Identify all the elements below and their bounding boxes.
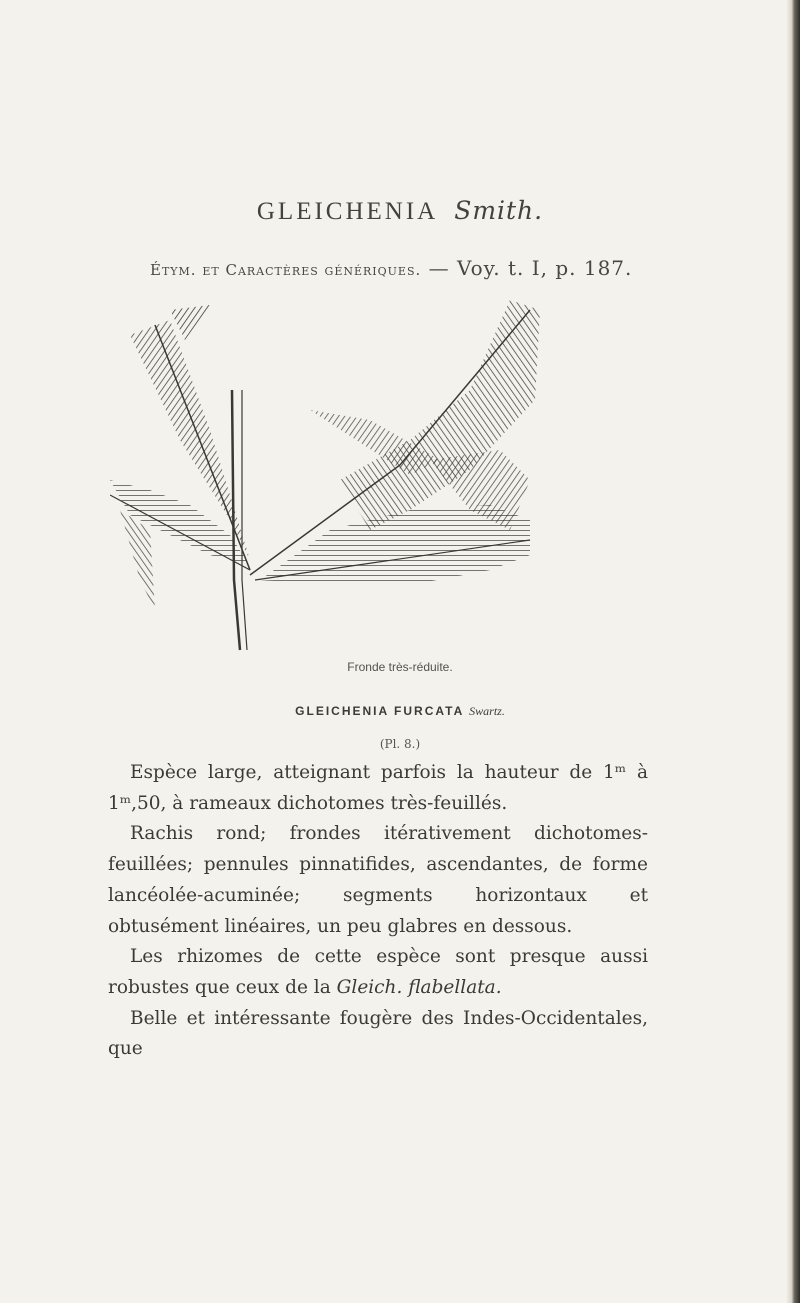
- figure-caption: Fronde très-réduite.: [347, 660, 453, 674]
- etymology-label: Étym. et Caractères génériques.: [150, 261, 422, 279]
- genus-author: Smith.: [454, 196, 544, 225]
- paragraph-4: Belle et intéressante fougère des Indes-Occidentales, que: [108, 1007, 648, 1060]
- paragraph-3-species: Gleich. flabellata.: [336, 976, 502, 998]
- page-title: [0, 196, 800, 226]
- plate-reference: (Pl. 8.): [379, 737, 421, 751]
- paragraph-1: Espèce large, atteignant parfois la hauteur de 1ᵐ à 1ᵐ,50, à rameaux dichotomes très-feuillés.: [108, 762, 648, 814]
- paragraph-2: Rachis rond; frondes itérativement dichotomes-feuillées; pennules pinnatifides, ascendantes, de forme lancéolée-acuminée; segments horizontaux et obtusément linéaires, un peu glabres en dessous.: [108, 823, 648, 937]
- etymology-line: [150, 256, 680, 280]
- genus-name: GLEICHENIA: [256, 198, 439, 225]
- species-name: GLEICHENIA FURCATA: [295, 704, 464, 718]
- species-heading: [0, 704, 800, 719]
- species-description: [108, 758, 648, 1065]
- paragraph-3-text: Les rhizomes de cette espèce sont presque aussi robustes que ceux de la: [108, 946, 648, 998]
- species-author: Swartz.: [469, 704, 505, 718]
- fern-frond-illustration: [110, 280, 560, 655]
- paragraph-3: [108, 942, 648, 1003]
- etymology-reference: — Voy. t. I, p. 187.: [421, 256, 633, 280]
